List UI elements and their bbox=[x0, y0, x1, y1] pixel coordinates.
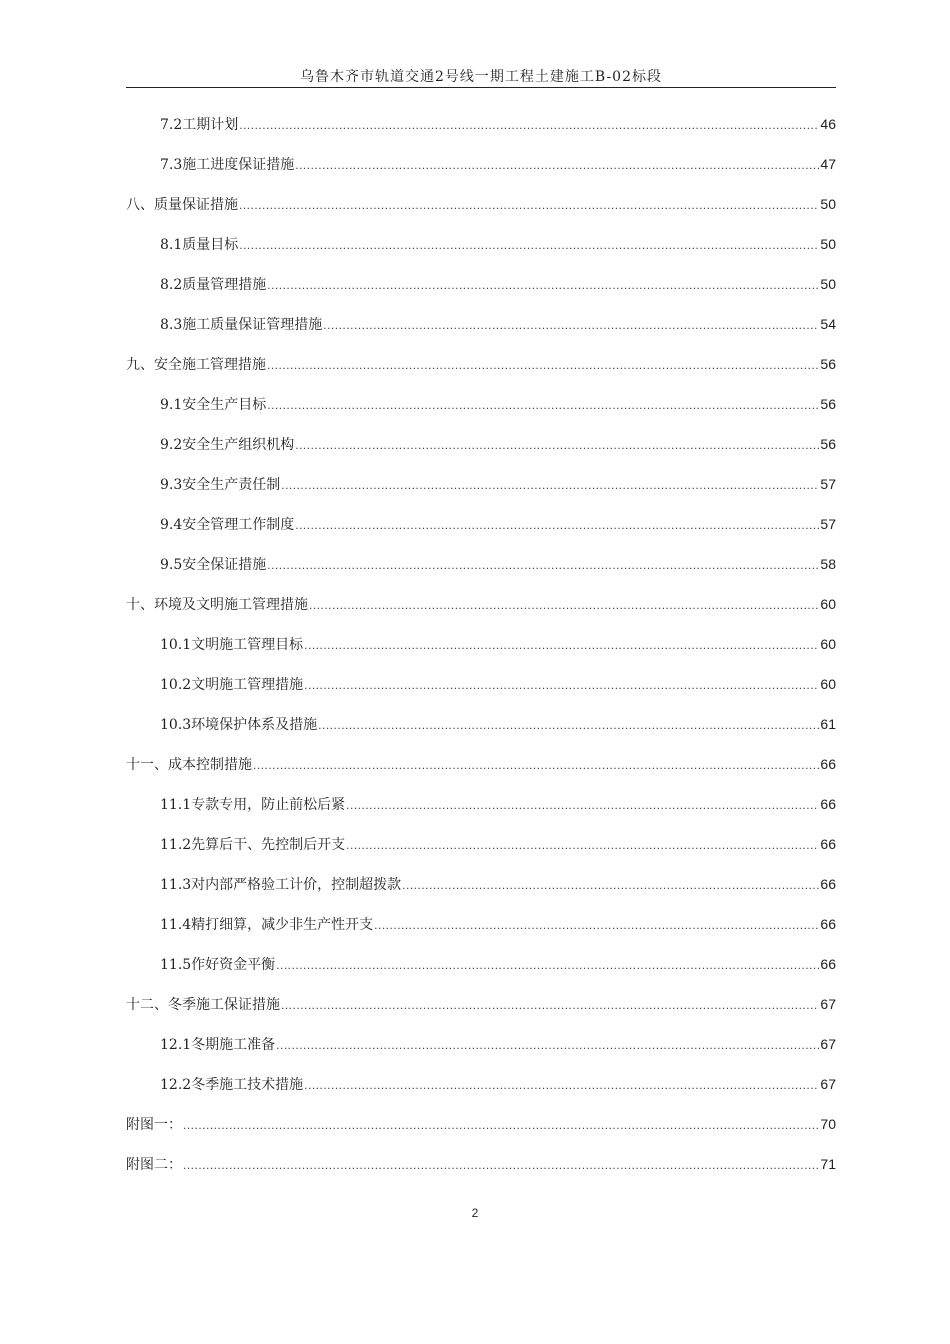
toc-entry-page: 50 bbox=[820, 196, 836, 212]
toc-entry-page: 57 bbox=[820, 476, 836, 492]
toc-entry-label: 8.3施工质量保证管理措施 bbox=[160, 317, 323, 333]
toc-entry-label: 12.2冬季施工技术措施 bbox=[160, 1077, 304, 1093]
toc-entry[interactable] bbox=[126, 354, 836, 394]
toc-entry[interactable] bbox=[126, 274, 836, 314]
toc-dot-leader bbox=[304, 1075, 819, 1095]
toc-entry[interactable] bbox=[126, 1114, 836, 1154]
toc-entry[interactable] bbox=[126, 1074, 836, 1114]
toc-entry-page: 54 bbox=[820, 316, 836, 332]
toc-dot-leader bbox=[402, 875, 819, 895]
toc-entry-label: 9.5安全保证措施 bbox=[160, 557, 267, 573]
toc-entry-label: 附图二： bbox=[126, 1157, 182, 1173]
toc-dot-leader bbox=[346, 835, 819, 855]
toc-entry-page: 60 bbox=[820, 596, 836, 612]
toc-entry-label: 11.3对内部严格验工计价，控制超拨款 bbox=[160, 877, 402, 893]
toc-dot-leader bbox=[309, 595, 819, 615]
toc-entry-page: 56 bbox=[820, 396, 836, 412]
toc-entry-page: 66 bbox=[820, 796, 836, 812]
toc-entry-label: 11.4精打细算，减少非生产性开支 bbox=[160, 917, 374, 933]
page-header-title: 乌鲁木齐市轨道交通2号线一期工程土建施工B-02标段 bbox=[300, 69, 662, 85]
toc-entry-label: 10.3环境保护体系及措施 bbox=[160, 717, 318, 733]
toc-dot-leader bbox=[304, 675, 819, 695]
toc-entry[interactable] bbox=[126, 1154, 836, 1194]
toc-entry[interactable] bbox=[126, 194, 836, 234]
toc-entry-page: 66 bbox=[820, 756, 836, 772]
toc-dot-leader bbox=[374, 915, 819, 935]
toc-dot-leader bbox=[304, 635, 819, 655]
toc-entry[interactable] bbox=[126, 514, 836, 554]
toc-dot-leader bbox=[239, 235, 819, 255]
page-number: 2 bbox=[471, 1206, 479, 1220]
toc-entry-page: 66 bbox=[820, 916, 836, 932]
toc-dot-leader bbox=[239, 115, 819, 135]
toc-entry-page: 50 bbox=[820, 276, 836, 292]
toc-entry[interactable] bbox=[126, 834, 836, 874]
toc-dot-leader bbox=[295, 515, 819, 535]
toc-entry-page: 67 bbox=[820, 1076, 836, 1092]
toc-entry[interactable] bbox=[126, 114, 836, 154]
toc-entry-page: 57 bbox=[820, 516, 836, 532]
toc-entry[interactable] bbox=[126, 594, 836, 634]
toc-entry-page: 66 bbox=[820, 876, 836, 892]
toc-entry-page: 58 bbox=[820, 556, 836, 572]
toc-dot-leader bbox=[253, 755, 819, 775]
toc-dot-leader bbox=[239, 195, 819, 215]
toc-dot-leader bbox=[346, 795, 819, 815]
toc-dot-leader bbox=[267, 355, 819, 375]
toc-entry-label: 9.1安全生产目标 bbox=[160, 397, 267, 413]
toc-dot-leader bbox=[183, 1115, 819, 1135]
toc-entry[interactable] bbox=[126, 754, 836, 794]
table-of-contents bbox=[126, 114, 836, 1194]
toc-entry-label: 十二、冬季施工保证措施 bbox=[126, 997, 280, 1013]
toc-entry-label: 10.1文明施工管理目标 bbox=[160, 637, 304, 653]
toc-entry-page: 66 bbox=[820, 956, 836, 972]
toc-entry-page: 66 bbox=[820, 836, 836, 852]
toc-dot-leader bbox=[323, 315, 819, 335]
toc-entry-label: 十一、成本控制措施 bbox=[126, 757, 252, 773]
toc-entry-page: 50 bbox=[820, 236, 836, 252]
toc-entry-label: 八、质量保证措施 bbox=[126, 197, 238, 213]
toc-entry[interactable] bbox=[126, 234, 836, 274]
toc-entry-page: 61 bbox=[820, 716, 836, 732]
toc-entry-label: 10.2文明施工管理措施 bbox=[160, 677, 304, 693]
toc-entry[interactable] bbox=[126, 314, 836, 354]
toc-entry[interactable] bbox=[126, 634, 836, 674]
toc-entry-page: 47 bbox=[820, 156, 836, 172]
toc-entry-label: 9.3安全生产责任制 bbox=[160, 477, 281, 493]
toc-dot-leader bbox=[267, 275, 819, 295]
toc-entry[interactable] bbox=[126, 914, 836, 954]
toc-entry-label: 11.1专款专用，防止前松后紧 bbox=[160, 797, 346, 813]
toc-entry-page: 71 bbox=[820, 1156, 836, 1172]
toc-entry[interactable] bbox=[126, 994, 836, 1034]
toc-entry-label: 7.2工期计划 bbox=[160, 117, 239, 133]
toc-entry[interactable] bbox=[126, 674, 836, 714]
toc-entry[interactable] bbox=[126, 394, 836, 434]
toc-entry-page: 60 bbox=[820, 636, 836, 652]
toc-entry[interactable] bbox=[126, 874, 836, 914]
toc-entry-label: 附图一： bbox=[126, 1117, 182, 1133]
toc-entry[interactable] bbox=[126, 714, 836, 754]
toc-entry-label: 7.3施工进度保证措施 bbox=[160, 157, 295, 173]
toc-entry-page: 67 bbox=[820, 1036, 836, 1052]
toc-entry-page: 56 bbox=[820, 356, 836, 372]
toc-entry-label: 8.2质量管理措施 bbox=[160, 277, 267, 293]
toc-dot-leader bbox=[295, 155, 819, 175]
toc-entry[interactable] bbox=[126, 1034, 836, 1074]
toc-dot-leader bbox=[267, 555, 819, 575]
toc-entry-label: 11.5作好资金平衡 bbox=[160, 957, 276, 973]
toc-entry-page: 46 bbox=[820, 116, 836, 132]
toc-entry[interactable] bbox=[126, 954, 836, 994]
toc-dot-leader bbox=[276, 955, 819, 975]
toc-entry-label: 12.1冬期施工准备 bbox=[160, 1037, 276, 1053]
toc-entry-label: 9.4安全管理工作制度 bbox=[160, 517, 295, 533]
toc-dot-leader bbox=[281, 995, 819, 1015]
toc-entry[interactable] bbox=[126, 554, 836, 594]
toc-entry[interactable] bbox=[126, 154, 836, 194]
header-divider bbox=[126, 87, 836, 88]
toc-dot-leader bbox=[183, 1155, 819, 1175]
toc-dot-leader bbox=[281, 475, 819, 495]
toc-dot-leader bbox=[318, 715, 819, 735]
toc-dot-leader bbox=[267, 395, 819, 415]
toc-entry-label: 11.2先算后干、先控制后开支 bbox=[160, 837, 346, 853]
toc-entry-page: 67 bbox=[820, 996, 836, 1012]
toc-entry-label: 十、环境及文明施工管理措施 bbox=[126, 597, 308, 613]
toc-entry[interactable] bbox=[126, 794, 836, 834]
toc-dot-leader bbox=[295, 435, 819, 455]
toc-dot-leader bbox=[276, 1035, 819, 1055]
toc-entry-label: 8.1质量目标 bbox=[160, 237, 239, 253]
toc-entry-label: 9.2安全生产组织机构 bbox=[160, 437, 295, 453]
toc-entry[interactable] bbox=[126, 474, 836, 514]
toc-entry-label: 九、安全施工管理措施 bbox=[126, 357, 266, 373]
toc-entry[interactable] bbox=[126, 434, 836, 474]
toc-entry-page: 56 bbox=[820, 436, 836, 452]
toc-entry-page: 60 bbox=[820, 676, 836, 692]
toc-entry-page: 70 bbox=[820, 1116, 836, 1132]
